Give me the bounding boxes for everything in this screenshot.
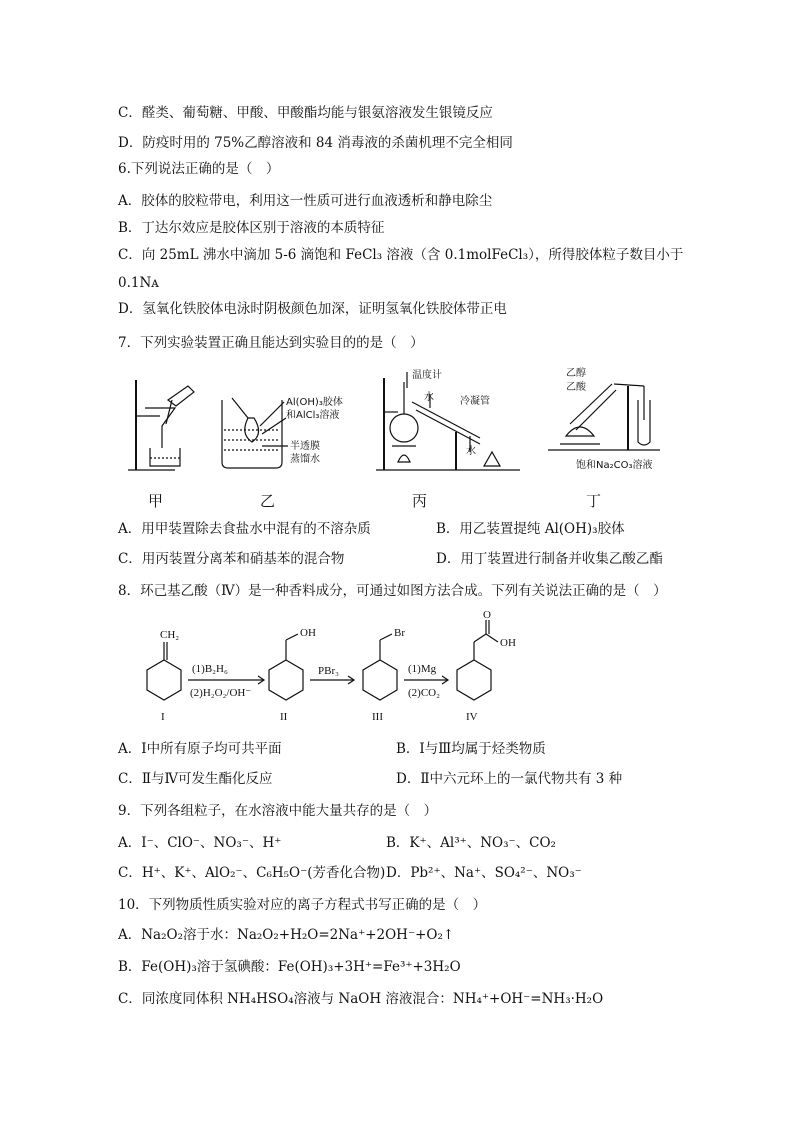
caption-yi: 乙	[260, 492, 276, 510]
step3-reagent-bottom: (2)CO₂	[408, 687, 440, 699]
ding-label-ethanol: 乙醇	[566, 368, 586, 379]
synthesis-scheme	[0, 608, 794, 728]
caption-jia: 甲	[148, 492, 164, 510]
option-c-q7: C．用丙装置分离苯和硝基苯的混合物	[118, 551, 345, 567]
bing-label-condenser: 冷凝管	[460, 396, 490, 407]
option-c-q8: C．Ⅱ与Ⅳ可发生酯化反应	[118, 771, 273, 787]
o-label: O	[483, 609, 491, 621]
yi-label-water: 蒸馏水	[290, 454, 320, 465]
step3-reagent-top: (1)Mg	[408, 663, 437, 675]
option-b-q8: B．Ⅰ与Ⅲ均属于烃类物质	[396, 741, 546, 757]
option-a-q7: A．用甲装置除去食盐水中混有的不溶杂质	[118, 521, 371, 537]
step1-reagent-top: (1)B₂H₆	[192, 663, 228, 675]
option-a-q8: A．Ⅰ中所有原子均可共平面	[118, 741, 282, 757]
option-b-q7: B．用乙装置提纯 Al(OH)₃胶体	[436, 521, 625, 537]
option-c-q9: C．H⁺、K⁺、AlO₂⁻、C₆H₅O⁻(芳香化合物)	[118, 865, 386, 881]
question-8: 8．环己基乙酸（Ⅳ）是一种香料成分，可通过如图方法合成。下列有关说法正确的是（ ）	[118, 583, 667, 599]
step1-reagent-bottom: (2)H₂O₂/OH⁻	[190, 687, 252, 699]
option-c-q6-cont: 0.1Nᴀ	[118, 275, 159, 291]
option-d-q7: D．用丁装置进行制备并收集乙酸乙酯	[436, 551, 663, 567]
ring-i	[147, 660, 181, 700]
ring-ii	[269, 660, 303, 700]
caption-bing: 丙	[412, 492, 428, 510]
option-d-q9: D．Pb²⁺、Na⁺、SO₄²⁻、NO₃⁻	[386, 865, 582, 881]
compound-label-iv: IV	[466, 711, 478, 723]
option-d-q6: D．氢氧化铁胶体电泳时阴极颜色加深，证明氢氧化铁胶体带正电	[118, 301, 507, 317]
question-10: 10．下列物质性质实验对应的离子方程式书写正确的是（ ）	[118, 897, 487, 913]
yi-label-membrane: 半透膜	[290, 441, 320, 452]
caption-ding: 丁	[586, 492, 602, 510]
option-d-q8: D．Ⅱ中六元环上的一氯代物共有 3 种	[396, 771, 623, 787]
ding-label-sodium-carbonate: 饱和Na₂CO₃溶液	[576, 460, 653, 471]
option-b-q6: B．丁达尔效应是胶体区别于溶液的本质特征	[118, 220, 385, 236]
option-a-q6: A．胶体的胶粒带电，利用这一性质可进行血液透析和静电除尘	[118, 193, 493, 209]
apparatus-ding	[548, 384, 660, 450]
oh-label: OH	[300, 627, 316, 639]
ch2-label: CH₂	[160, 629, 180, 641]
ring-iv	[457, 660, 491, 700]
question-7: 7．下列实验装置正确且能达到实验目的的是（ ）	[118, 335, 424, 351]
option-b-q9: B．K⁺、Al³⁺、NO₃⁻、CO₂	[386, 835, 556, 851]
option-b-q10: B．Fe(OH)₃溶于氢碘酸：Fe(OH)₃+3H⁺=Fe³⁺+3H₂O	[118, 959, 461, 975]
step2-reagent: PBr₃	[318, 665, 339, 677]
ding-label-acetic: 乙酸	[566, 382, 586, 393]
ring-iii	[363, 660, 397, 700]
option-c-q10: C．同浓度同体积 NH₄HSO₄溶液与 NaOH 溶液混合：NH₄⁺+OH⁻=NH₃·H₂O	[118, 991, 604, 1007]
option-c-q5: C．醛类、葡萄糖、甲酸、甲酸酯均能与银氨溶液发生银镜反应	[118, 105, 493, 121]
bing-label-thermometer: 温度计	[412, 370, 442, 381]
compound-label-iii: III	[372, 711, 383, 723]
yi-label-solution: 和AlCl₃溶液	[286, 410, 340, 421]
cooh-oh-label: OH	[500, 637, 516, 649]
option-a-q10: A．Na₂O₂溶于水：Na₂O₂+H₂O=2Na⁺+2OH⁻+O₂↑	[118, 927, 455, 943]
question-6: 6.下列说法正确的是（ ）	[118, 161, 280, 177]
apparatus-jia	[128, 380, 194, 470]
apparatus-yi	[222, 398, 288, 468]
option-d-q5: D．防疫时用的 75%乙醇溶液和 84 消毒液的杀菌机理不完全相同	[118, 135, 513, 151]
compound-label-ii: II	[280, 711, 288, 723]
question-9: 9．下列各组粒子，在水溶液中能大量共存的是（ ）	[118, 803, 438, 819]
br-label: Br	[394, 627, 405, 639]
bing-label-water-out: 水	[466, 446, 476, 457]
option-c-q6: C．向 25mL 沸水中滴加 5-6 滴饱和 FeCl₃ 溶液（含 0.1molFeCl₃），所得胶体粒子数目小于	[118, 247, 684, 263]
option-a-q9: A．I⁻、ClO⁻、NO₃⁻、H⁺	[118, 835, 282, 851]
yi-label-colloid: Al(OH)₃胶体	[286, 397, 343, 408]
apparatus-bing	[376, 372, 520, 470]
compound-label-i: I	[161, 711, 165, 723]
apparatus-figure	[0, 360, 794, 520]
bing-label-water-in: 水	[424, 392, 434, 403]
